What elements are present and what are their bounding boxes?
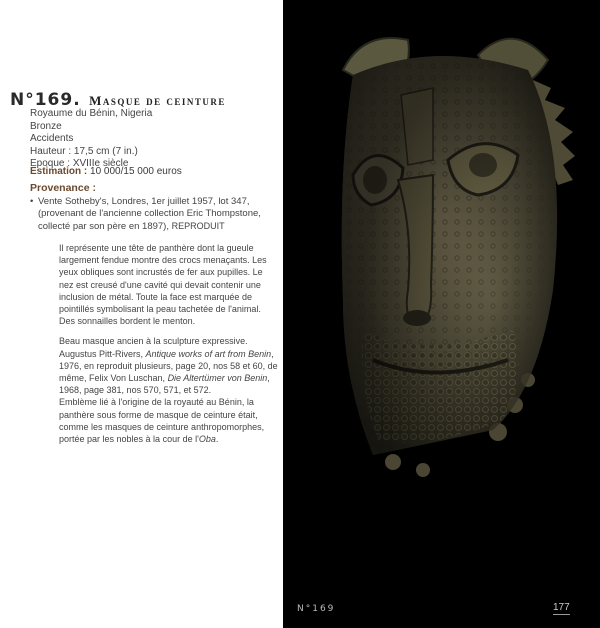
description: [59, 242, 279, 453]
provenance-entry: [30, 196, 280, 233]
book-title: Die Altertümer von Benin: [167, 373, 268, 384]
lot-title: Masque de ceinture: [89, 93, 226, 108]
material-line: Bronze: [30, 120, 62, 132]
lot-heading: [10, 90, 226, 110]
height-line: Hauteur : 17,5 cm (7 in.): [30, 145, 138, 157]
panther-mask-image: [283, 0, 600, 628]
provenance-heading: Provenance :: [30, 182, 96, 194]
provenance-text: Vente Sotheby's, Londres, 1er juillet 1957, lot 347, (provenant de l'ancienne collection Eric Thompstone, collecté par son père en 1897),: [38, 196, 261, 232]
epoch-line: Epoque : XVIIIe siècle: [30, 158, 129, 169]
book-title: Antique works of art from Benin: [145, 348, 272, 359]
estimation-label: Estimation :: [30, 166, 88, 177]
lot-number: N°169.: [10, 90, 81, 110]
estimation: [30, 166, 182, 177]
footer-lot-label: N°169: [297, 604, 336, 614]
description-paragraph: Beau masque ancien à la sculpture expressive. Augustus Pitt-Rivers, Antique works of art from Benin, 1976, en reproduit plusieurs, page 20, nos 58 et 60, de même, Felix Von Luschan, Die Altertümer von Benin, 1968, page 381, nos 570, 571, et 572. Emblème lié à l'origine de la royauté au Bénin, la panthère sous forme de masque de ceinture était, comme les masques de ceinture anthropomorphes, portée par les nobles à la cour de l'Oba.: [59, 336, 278, 445]
origin-line: Royaume du Bénin, Nigeria: [30, 108, 153, 119]
photo-panel: [283, 0, 600, 628]
lot-details: [30, 108, 152, 171]
estimation-value: 10 000/15 000 euros: [87, 166, 182, 177]
text-column: [0, 0, 283, 628]
bullet: •: [30, 196, 34, 207]
page-number: 177: [553, 602, 570, 613]
oba-term: Oba: [198, 434, 216, 445]
condition-line: Accidents: [30, 133, 74, 144]
description-paragraph: Il représente une tête de panthère dont la gueule largement fendue montre des crocs menaçants. Les yeux obliques sont incrustés de fer aux pupilles. Le nez est creusé d'une cavité qui devait contenir une inclusion de métal. Toute la face est marquée de pointillés symbolisant la peau tachetée de l'animal. Des sonnailles bordent le menton.: [59, 243, 267, 327]
reproduit-label: REPRODUIT: [171, 221, 225, 231]
